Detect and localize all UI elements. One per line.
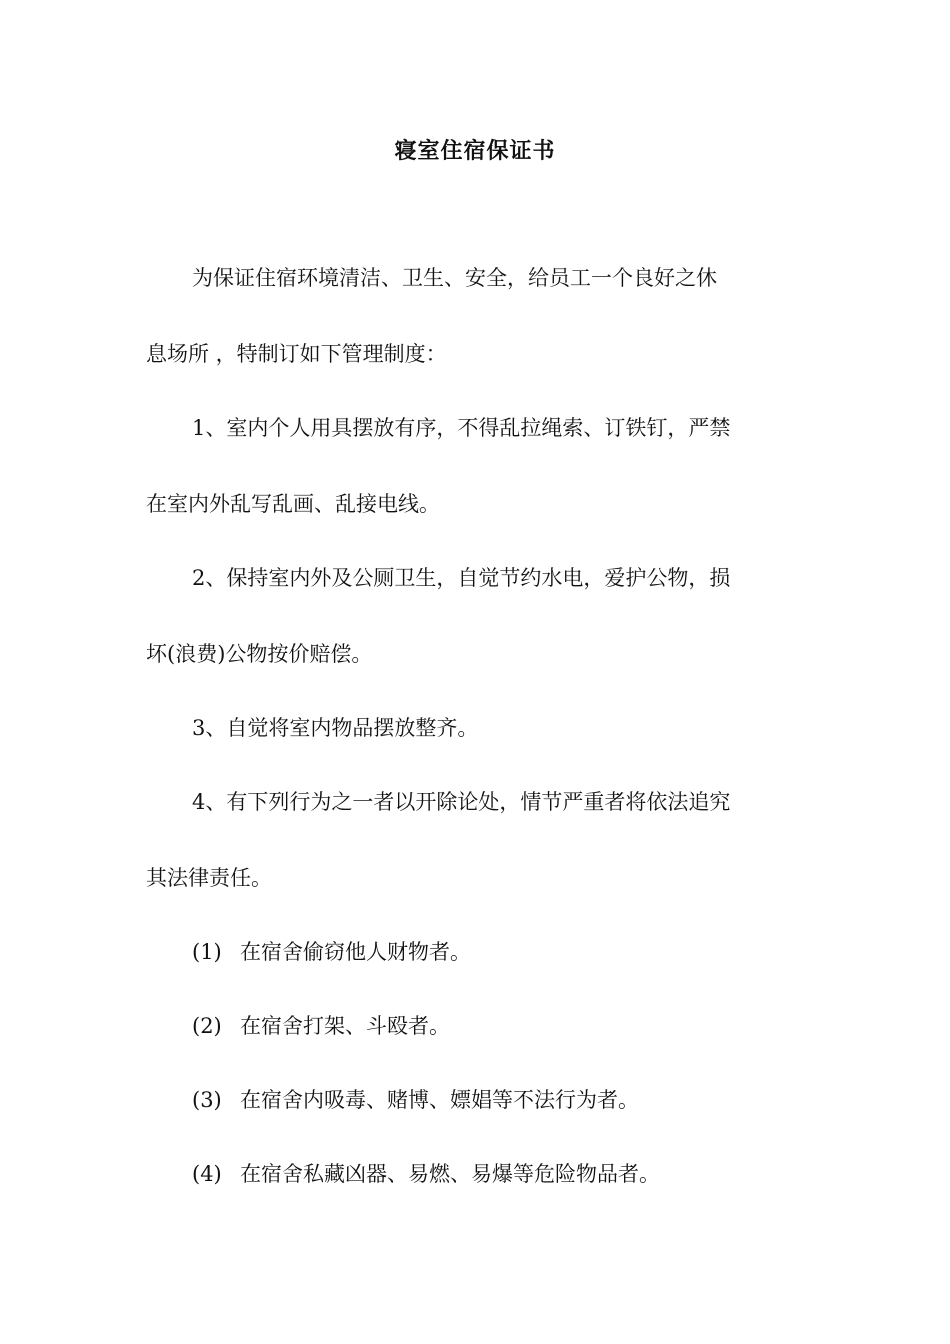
rule-2-line-1: 2、保持室内外及公厕卫生，自觉节约水电，爱护公物，损 — [192, 566, 731, 590]
sub-item-number: (3) — [192, 1088, 222, 1112]
rule-1-line-2: 在室内外乱写乱画、乱接电线。 — [146, 492, 440, 516]
intro-line-2: 息场所 ，特制订如下管理制度： — [146, 342, 447, 366]
sub-item-4 — [192, 1158, 660, 1188]
sub-item-number: (4) — [192, 1162, 222, 1186]
sub-item-number: (2) — [192, 1014, 222, 1038]
sub-item-3 — [192, 1084, 639, 1114]
sub-item-number: (1) — [192, 940, 222, 964]
document-title: 寝室住宿保证书 — [394, 138, 556, 164]
sub-item-text: 在宿舍私藏凶器、易燃、易爆等危险物品者。 — [240, 1162, 660, 1186]
sub-item-text: 在宿舍打架、斗殴者。 — [240, 1014, 450, 1038]
rule-2-line-2: 坏(浪费)公物按价赔偿。 — [146, 642, 373, 666]
sub-item-text: 在宿舍内吸毒、赌博、嫖娼等不法行为者。 — [240, 1088, 639, 1112]
sub-item-2 — [192, 1010, 450, 1040]
rule-3: 3、自觉将室内物品摆放整齐。 — [192, 716, 479, 740]
sub-item-text: 在宿舍偷窃他人财物者。 — [240, 940, 471, 964]
intro-line-1: 为保证住宿环境清洁、卫生、安全，给员工一个良好之休 — [192, 266, 717, 290]
rule-4-line-1: 4、有下列行为之一者以开除论处，情节严重者将依法追究 — [192, 790, 731, 814]
rule-1-line-1: 1、室内个人用具摆放有序，不得乱拉绳索、订铁钉，严禁 — [192, 416, 731, 440]
sub-item-1 — [192, 936, 471, 966]
rule-4-line-2: 其法律责任。 — [146, 866, 272, 890]
